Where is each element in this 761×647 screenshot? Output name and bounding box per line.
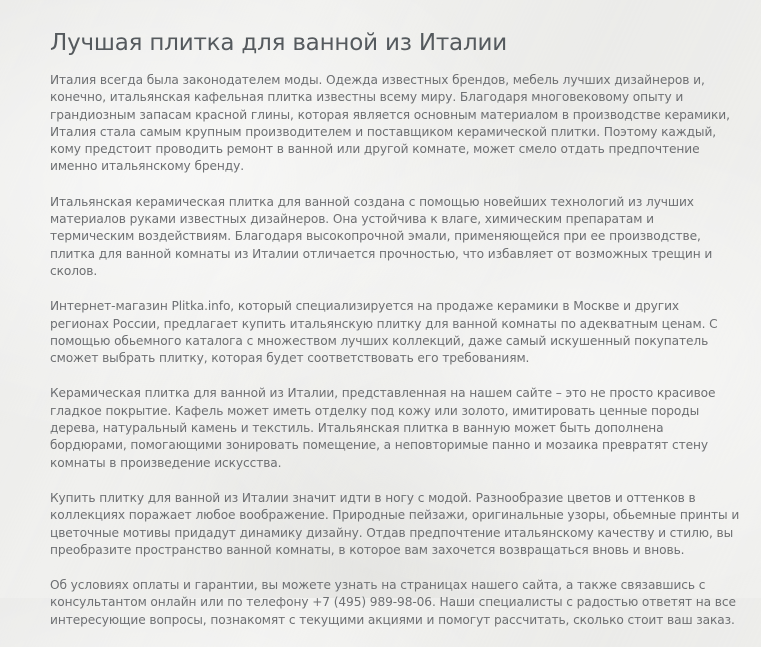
article [50,28,740,647]
paragraph-technology: Итальянская керамическая плитка для ванной создана с помощью новейших технологий из лучших материалов руками известных дизайнеров. Она устойчива к влаге, химическим препаратам и термическим воздействиям. Благодаря высокопрочной эмали, применяющейся при ее производстве, плитка для ванной комнаты из Италии отличается прочностью, что избавляет от возможных трещин и сколов. [50,194,713,278]
paragraph-contacts: Об условиях оплаты и гарантии, вы можете узнать на страницах нашего сайта, а также связавшись с консультантом онлайн или по телефону +7 (495) 989-98-06. Наши специалисты с радостью ответят на все интересующие вопросы, познакомят с текущими акциями и помогут рассчитать, сколько стоит ваш заказ. [50,578,736,627]
page-title: Лучшая плитка для ванной из Италии [50,30,507,56]
paragraph-fashion: Купить плитку для ванной из Италии значит идти в ногу с модой. Разнообразие цветов и оттенков в коллекциях поражает любое воображение. Природные пейзажи, оригинальные узоры, обьемные принты и цветочные мотивы придадут динамику дизайну. Отдав предпочтение итальянскому качеству и стилю, вы преобразите пространство ванной комнаты, в которое вам захочется возвращаться вновь и вновь. [50,490,740,557]
paragraph-store: Интернет-магазин Plitka.info, который специализируется на продаже керамики в Москве и других регионах России, предлагает купить итальянскую плитку для ванной комнаты по адекватным ценам. С помощью обьемного каталога с множеством лучших коллекций, даже самый искушенный покупатель сможет выбрать плитку, которая будет соответствовать его требованиям. [50,299,718,366]
paragraph-decor: Керамическая плитка для ванной из Италии, представленная на нашем сайте – это не просто красивое гладкое покрытие. Кафель может иметь отделку под кожу или золото, имитировать ценные породы дерева, натуральный камень и текстиль. Итальянская плитка в ванную может быть дополнена бордюрами, помогающими зонировать помещение, а неповторимые панно и мозаика превратят стену комнаты в произведение искусства. [50,386,716,470]
paragraph-intro: Италия всегда была законодателем моды. Одежда известных брендов, мебель лучших дизайнеров и, конечно, итальянская кафельная плитка известны всему миру. Благодаря многовековому опыту и грандиозным запасам красной глины, которая является основным материалом в производстве керамики, Италия стала самым крупным производителем и поставщиком керамической плитки. Поэтому каждый, кому предстоит проводить ремонт в ванной или другой комнате, может смело отдать предпочтение именно итальянскому бренду. [50,73,730,174]
